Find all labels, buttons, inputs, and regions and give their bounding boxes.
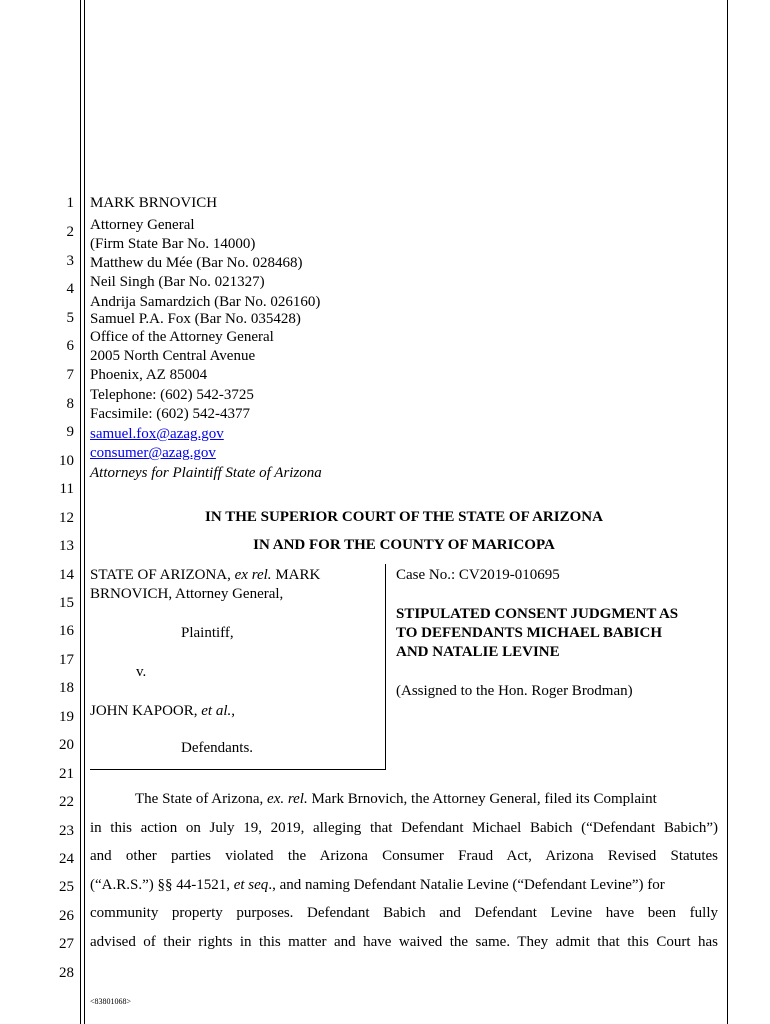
line-number: 8 [66, 396, 74, 412]
line-number: 11 [59, 481, 74, 497]
line-number: 13 [59, 538, 74, 554]
document-title: STIPULATED CONSENT JUDGMENT AS [396, 606, 679, 622]
line-number: 18 [59, 680, 74, 696]
line-number: 19 [59, 709, 74, 725]
line-number: 27 [59, 936, 74, 952]
case-number: Case No.: CV2019-010695 [396, 567, 560, 583]
body-line-1 [90, 790, 718, 808]
line-number: 14 [59, 567, 74, 583]
line-number: 7 [66, 367, 74, 383]
et-al: et al. [201, 703, 232, 719]
email-link[interactable]: samuel.fox@azag.gov [90, 426, 224, 442]
counsel-role: Attorneys for Plaintiff State of Arizona [90, 465, 322, 481]
left-margin-rule-outer [80, 0, 81, 1024]
right-margin-rule [727, 0, 728, 1024]
line-number: 12 [59, 510, 74, 526]
counsel-title: Attorney General [90, 217, 195, 233]
court-heading: IN THE SUPERIOR COURT OF THE STATE OF ARIZONA [205, 509, 603, 525]
line-number: 1 [66, 195, 74, 211]
line-number: 2 [66, 224, 74, 240]
attorney-name: Samuel P.A. Fox (Bar No. 035428) [90, 311, 301, 327]
line-number: 4 [66, 281, 74, 297]
line-number: 20 [59, 737, 74, 753]
body-line-5: community property purposes. Defendant Babich and Defendant Levine have been fully [90, 905, 718, 921]
office-city: Phoenix, AZ 85004 [90, 367, 208, 383]
attorney-name: Andrija Samardzich (Bar No. 026160) [90, 294, 321, 310]
caption-divider-vertical [385, 564, 386, 770]
plaintiff-line [90, 566, 320, 584]
ex-rel-italic: ex. rel. [267, 791, 308, 807]
line-number: 26 [59, 908, 74, 924]
plaintiff-text: STATE OF ARIZONA, [90, 567, 235, 583]
plaintiff-line-2: BRNOVICH, Attorney General, [90, 586, 284, 602]
defendant-line [90, 702, 235, 720]
office-street: 2005 North Central Avenue [90, 348, 256, 364]
body-line-2: in this action on July 19, 2019, alleging that Defendant Michael Babich (“Defendant Babich”) [90, 820, 718, 836]
body-line-6: advised of their rights in this matter and have waived the same. They admit that this Court has [90, 934, 718, 950]
attorney-name: Matthew du Mée (Bar No. 028468) [90, 255, 303, 271]
line-number: 23 [59, 823, 74, 839]
facsimile: Facsimile: (602) 542-4377 [90, 406, 250, 422]
document-id: <83801068> [90, 997, 132, 1006]
email-link[interactable]: consumer@azag.gov [90, 445, 216, 461]
line-number: 17 [59, 652, 74, 668]
body-text: ., and naming Defendant Natalie Levine (“Defendant Levine”) for [268, 877, 665, 893]
body-text: The State of Arizona, [135, 791, 268, 807]
et-seq: et seq [233, 877, 269, 893]
office-name: Office of the Attorney General [90, 329, 274, 345]
defendant-role: Defendants. [181, 740, 254, 756]
assigned-judge: (Assigned to the Hon. Roger Brodman) [396, 683, 633, 699]
line-number: 10 [59, 453, 74, 469]
plaintiff-text-cont: MARK [271, 567, 321, 583]
line-number: 3 [66, 253, 74, 269]
attorney-name: Neil Singh (Bar No. 021327) [90, 274, 265, 290]
line-number: 21 [59, 766, 74, 782]
line-number: 5 [66, 310, 74, 326]
body-line-4 [90, 876, 718, 894]
defendant-comma: , [231, 703, 236, 719]
ex-rel: ex rel. [234, 567, 272, 583]
left-margin-rule-inner [84, 0, 85, 1024]
line-number: 28 [59, 965, 74, 981]
counsel-name: MARK BRNOVICH [90, 195, 218, 211]
telephone: Telephone: (602) 542-3725 [90, 387, 254, 403]
line-number: 24 [59, 851, 74, 867]
court-county: IN AND FOR THE COUNTY OF MARICOPA [253, 537, 555, 553]
line-number: 16 [59, 623, 74, 639]
body-line-3: and other parties violated the Arizona Consumer Fraud Act, Arizona Revised Statutes [90, 848, 718, 864]
defendant-name: JOHN KAPOOR, [90, 703, 202, 719]
versus: v. [136, 664, 147, 680]
document-title: AND NATALIE LEVINE [396, 644, 560, 660]
line-number: 15 [59, 595, 74, 611]
document-title: TO DEFENDANTS MICHAEL BABICH [396, 625, 663, 641]
line-number: 9 [66, 424, 74, 440]
plaintiff-role: Plaintiff, [181, 625, 234, 641]
body-text: Mark Brnovich, the Attorney General, filed its Complaint [307, 791, 657, 807]
line-number: 6 [66, 338, 74, 354]
firm-bar-number: (Firm State Bar No. 14000) [90, 236, 256, 252]
caption-divider-horizontal [90, 769, 386, 770]
line-number: 25 [59, 879, 74, 895]
body-text: (“A.R.S.”) §§ 44-1521, [90, 877, 234, 893]
line-number: 22 [59, 794, 74, 810]
